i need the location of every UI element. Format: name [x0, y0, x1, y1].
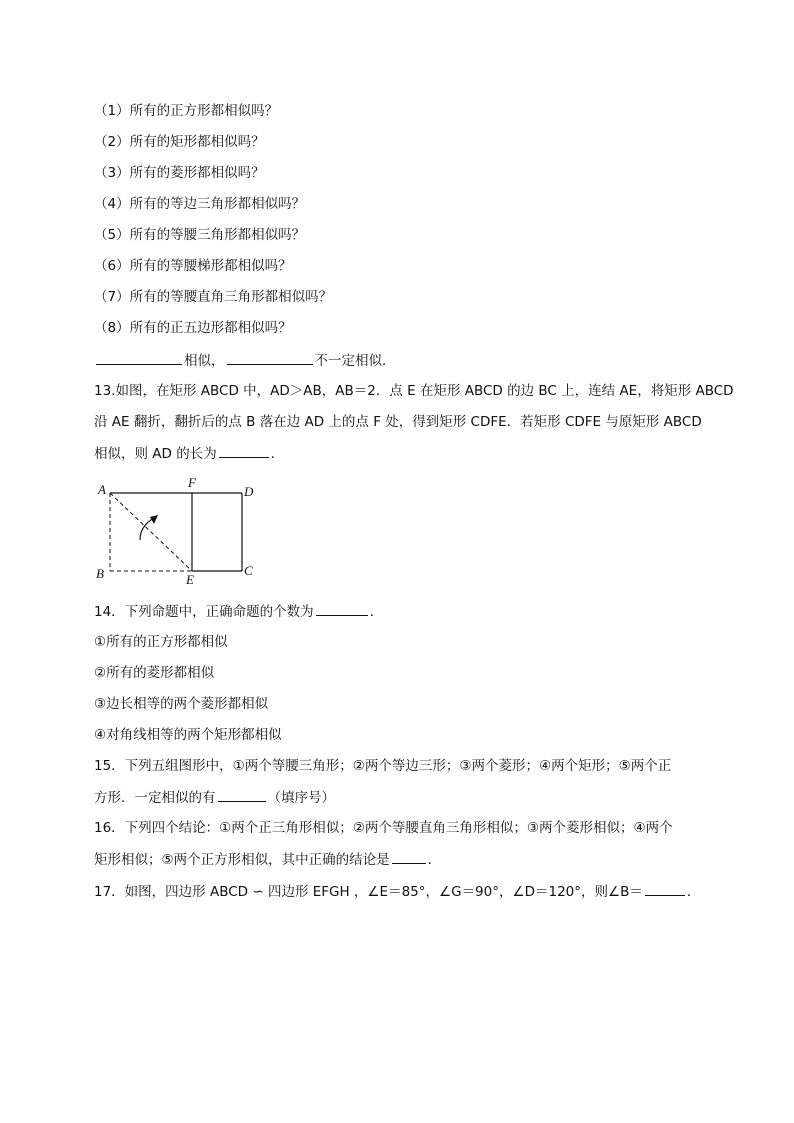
- figure-label-e: E: [186, 572, 194, 586]
- figure-label-f: F: [188, 475, 196, 490]
- q14-option-3: ③边长相等的两个菱形都相似: [94, 696, 269, 712]
- q14-option-4: ④对角线相等的两个矩形都相似: [94, 727, 282, 743]
- answer-line: [94, 350, 704, 371]
- answer-text-1: 相似，: [184, 353, 225, 369]
- q13-figure: [90, 474, 270, 586]
- figure-label-b: B: [96, 566, 104, 581]
- q17-line: [94, 881, 704, 902]
- figure-label-c: C: [244, 563, 253, 578]
- question-item-2: （2）所有的矩形都相似吗？: [94, 134, 265, 150]
- answer-text-2: 不一定相似．: [314, 353, 396, 369]
- q17-end: ．: [686, 884, 701, 900]
- figure-label-d: D: [244, 484, 254, 499]
- q16-line-1: 16．下列四个结论：①两个正三角形相似；②两个等腰直角三角形相似；③两个菱形相似；④两个: [94, 820, 673, 836]
- q13-line-1: 13.如图，在矩形 ABCD 中，AD＞AB，AB＝2．点 E 在矩形 ABCD 的边 BC 上，连结 AE，将矩形 ABCD: [94, 383, 734, 399]
- q14-option-2: ②所有的菱形都相似: [94, 665, 215, 681]
- q14-option-1: ①所有的正方形都相似: [94, 634, 228, 650]
- q14-answer-blank[interactable]: [316, 601, 368, 616]
- q14-stem: [94, 601, 704, 622]
- q15-line-2-text: 方形．一定相似的有: [94, 790, 216, 806]
- question-item-4: （4）所有的等边三角形都相似吗？: [94, 196, 306, 212]
- q13-line-3: [94, 443, 704, 464]
- q15-answer-blank[interactable]: [218, 787, 266, 802]
- q14-stem-text: 14．下列命题中，正确命题的个数为: [94, 604, 314, 620]
- q15-line-2-end: （填序号）: [267, 790, 335, 806]
- question-item-6: （6）所有的等腰梯形都相似吗？: [94, 258, 292, 274]
- question-item-1: （1）所有的正方形都相似吗？: [94, 103, 279, 119]
- figure-label-a: A: [98, 482, 106, 497]
- q17-text: 17．如图，四边形 ABCD ∽ 四边形 EFGH ，∠E＝85°，∠G＝90°，∠D＝120°，则∠B＝: [94, 884, 643, 900]
- q16-line-2: [94, 849, 704, 870]
- q13-line-2: 沿 AE 翻折，翻折后的点 B 落在边 AD 上的点 F 处，得到矩形 CDFE．若矩形 CDFE 与原矩形 ABCD: [94, 414, 702, 430]
- answer-blank-2[interactable]: [227, 350, 313, 365]
- q16-line-2-end: ．: [427, 852, 442, 868]
- q13-line-3-end: ．: [270, 446, 285, 462]
- q15-line-2: [94, 787, 704, 808]
- question-item-3: （3）所有的菱形都相似吗？: [94, 165, 265, 181]
- q16-line-2-text: 矩形相似；⑤两个正方形相似，其中正确的结论是: [94, 852, 390, 868]
- question-item-8: （8）所有的正五边形都相似吗？: [94, 320, 292, 336]
- q15-line-1: 15．下列五组图形中，①两个等腰三角形；②两个等边三形；③两个菱形；④两个矩形；⑤两个正: [94, 758, 672, 774]
- answer-blank-1[interactable]: [96, 350, 182, 365]
- q16-answer-blank[interactable]: [392, 849, 426, 864]
- question-item-7: （7）所有的等腰直角三角形都相似吗？: [94, 289, 333, 305]
- q14-stem-end: ．: [369, 604, 384, 620]
- q13-answer-blank[interactable]: [219, 443, 269, 458]
- question-item-5: （5）所有的等腰三角形都相似吗？: [94, 227, 306, 243]
- q17-answer-blank[interactable]: [645, 881, 685, 896]
- q13-line-3-text: 相似，则 AD 的长为: [94, 446, 217, 462]
